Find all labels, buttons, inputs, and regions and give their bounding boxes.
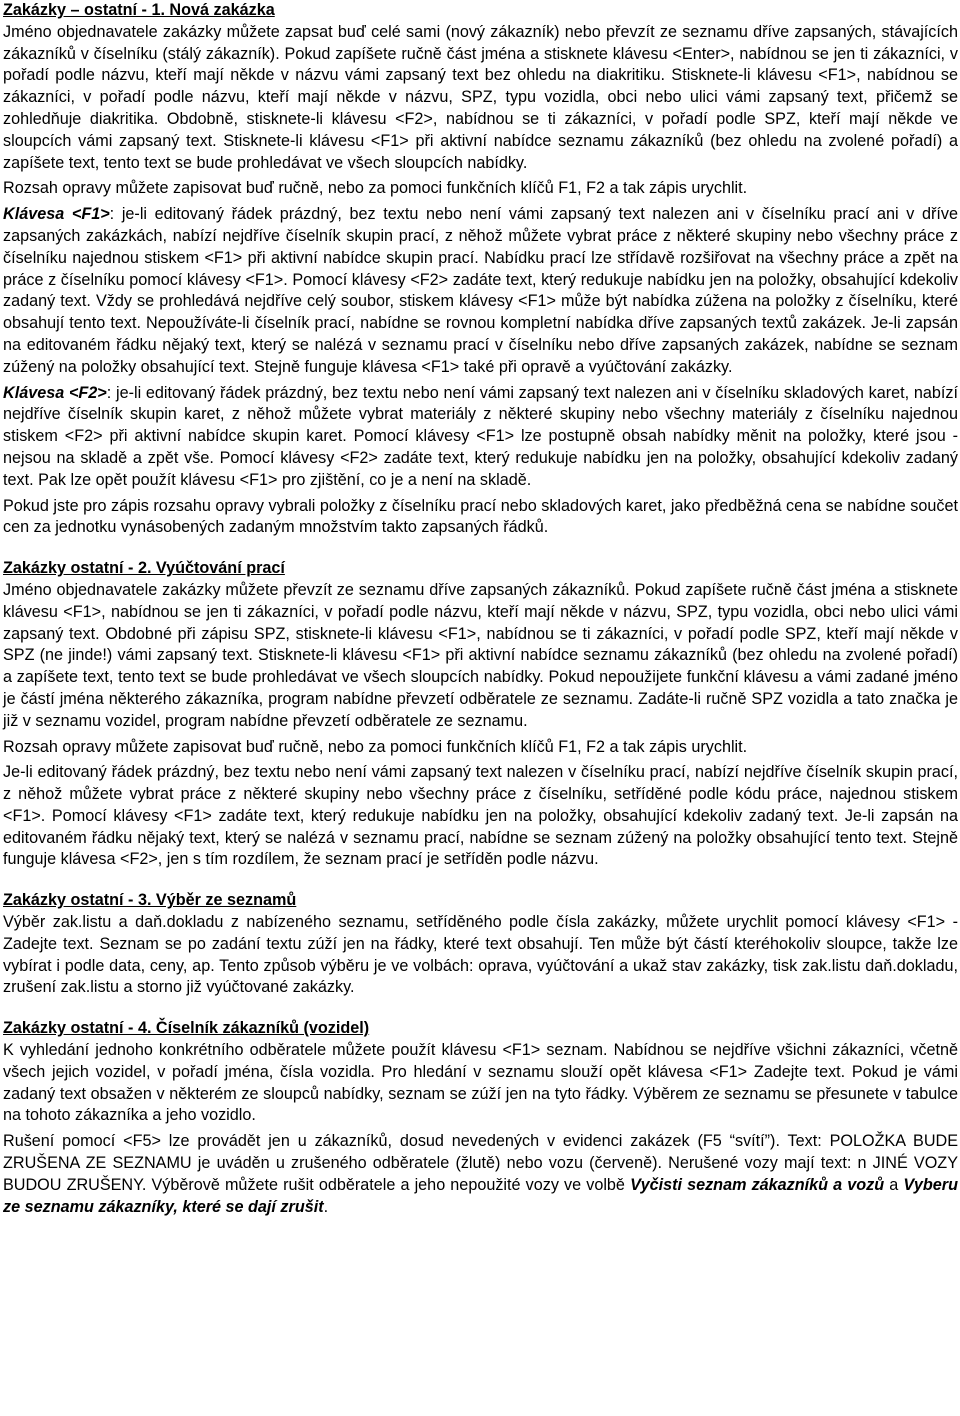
section-2-paragraph-2: Rozsah opravy můžete zapisovat buď ručně, nebo za pomoci funkčních klíčů F1, F2 a tak zápis urychlit. (3, 737, 748, 756)
f2-key-text: : je-li editovaný řádek prázdný, bez textu nebo není vámi zapsaný text nalezen ani v číselníku skladových karet, nabízí nejdříve číselník skupin karet, z něhož můžete vybrat materiály z některé skupiny nebo všechny materiály z číselníku najednou stiskem <F2> při aktivní nabídce skupin karet. Pomocí klávesy <F1> lze postupně obsah nabídky měnit na položky, které jsou - nejsou na skladě a zpět vše. Pomocí klávesy <F2> zadáte text, který redukuje nabídku jen na položky, obsahující kdekoliv zadaný text. Pak lze opět použít klávesu <F1> pro zjištění, co je a není na skladě. (3, 383, 958, 489)
section-1-paragraph-2: Rozsah opravy můžete zapisovat buď ručně, nebo za pomoci funkčních klíčů F1, F2 a tak zápis urychlit. (3, 179, 748, 198)
section-3-paragraph-1: Výběr zak.listu a daň.dokladu z nabízeného seznamu, setříděného podle čísla zakázky, můžete urychlit pomocí klávesy <F1> - Zadejte text. Seznam se po zadání textu zúží jen na řádky, které text obsahují. Ten může být částí kteréhokoliv sloupce, takže lze vybírat i podle data, ceny, ap. Tento způsob výběru je ve volbách: oprava, vyúčtování a ukaž stav zakázky, tisk zak.listu daň.dokladu, zrušení zak.listu a storno již vyúčtované zakázky. (3, 913, 958, 997)
section-1-paragraph-1: Jméno objednavatele zakázky můžete zapsat buď celé sami (nový zákazník) nebo převzít ze seznamu dříve zapsaných, stávajících zákazníků v číselníku (stálý zákazník). Pokud zapíšete ručně část jména a stisknete klávesu <Enter>, nabídnou se jen ti zákazníci, v pořadí podle názvu, kteří mají někde v názvu vámi zapsaný text bez ohledu na diakritiku. Stisknete-li klávesu <F1>, nabídnou se zákazníci, v pořadí podle názvu, kteří mají někde v názvu, SPZ, typu vozidla, obci nebo ulici vámi zapsaný text, přičemž se zohledňuje diakritika. Obdobně, stisknete-li klávesu <F2>, nabídnou se ti zákazníci, v pořadí podle SPZ, kteří mají někde ve sloupcích vámi zapsaný text. Stisknete-li klávesu <F1> při aktivní nabídce seznamu zákazníků (bez ohledu na zvolené pořadí) a zapíšete text, tento text se bude prohledávat ve všech sloupcích nabídky. (3, 22, 958, 172)
section-2-title: Zakázky ostatní - 2. Vyúčtování prací (3, 559, 285, 578)
f2-key-label: Klávesa <F2> (3, 383, 107, 402)
f1-key-label: Klávesa <F1> (3, 205, 110, 224)
section-3-title: Zakázky ostatní - 3. Výběr ze seznamů (3, 891, 297, 910)
section-2-paragraph-1: Jméno objednavatele zakázky můžete převzít ze seznamu dříve zapsaných zákazníků. Pokud zapíšete ručně část jména a stisknete klávesu <F1>, nabídnou se jen ti zákazníci, v pořadí podle názvu, kteří mají někde v názvu, SPZ, typu vozidla, obci nebo ulici vámi zapsaný text. Obdobné při zápisu SPZ, stisknete-li klávesu <F1>, nabídnou se ti zákazníci, v pořadí podle SPZ, kteří mají někde v SPZ (ne jinde!) vámi zapsaný text. Stisknete-li klávesu <F1> při aktivní nabídce seznamu zákazníků (bez ohledu na zvolené pořadí) a zapíšete text, tento text se bude prohledávat ve všech sloupcích nabídky. Pokud nepoužijete funkční klávesu a vámi zadané jméno je částí jména některého zákazníka, program nabídne převzetí odběratele ze seznamu. Zadáte-li ručně SPZ vozidla a tato značka je již v seznamu vozidel, program nabídne převzetí odběratele ze seznamu. (3, 580, 958, 730)
section-1-f2-paragraph (3, 383, 958, 492)
section-4-title: Zakázky ostatní - 4. Číselník zákazníků (vozidel) (3, 1019, 370, 1038)
section-4-paragraph-2 (3, 1131, 958, 1218)
section-1-f1-paragraph (3, 204, 958, 378)
section-1-title: Zakázky – ostatní - 1. Nová zakázka (3, 1, 275, 19)
section-4-paragraph-1: K vyhledání jednoho konkrétního odběratele můžete použít klávesu <F1> seznam. Nabídnou se nejdříve všichni zákazníci, včetně všech jejich vozidel, v pořadí jména, čísla vozidla. Pro hledání v seznamu slouží opět klávesa <F1> Zadejte text. Pokud je vámi zadaný text obsažen v některém ze sloupců nabídky, seznam se zúží jen na tyto řádky. Výběrem ze seznamu se přesunete v tabulce na tohoto zákazníka a jeho vozidlo. (3, 1041, 958, 1125)
section-4-text-end: . (323, 1197, 329, 1216)
option-select-deletable: Vyberu ze seznamu zákazníky, které se dají zrušit (3, 1175, 958, 1216)
section-4-text-before: Rušení pomocí <F5> lze provádět jen u zákazníků, dosud nevedených v evidenci zakázek (F5 “svítí”). Text: POLOŽKA BUDE ZRUŠENA ZE SEZNAMU je uváděn u zrušeného odběratele (žlutě) nebo vozu (červeně). Nerušené vozy mají text: n JINÉ VOZY BUDOU ZRUŠENY. Výběrově můžete rušit odběratele a jeho nepoužité vozy ve volbě (3, 1132, 958, 1194)
f1-key-text: : je-li editovaný řádek prázdný, bez textu nebo není vámi zapsaný text nalezen ani v číselníku prací ani v dříve zapsaných zakázkách, nabízí nejdříve číselník skupin prací, z něhož můžete vybrat práce z některé skupiny nebo všechny práce z číselníku najednou stiskem <F1> při aktivní nabídce skupin prací. Nabídku prací lze střídavě rozšiřovat na všechny práce a zpět na práce z číselníku pomocí klávesy <F1>. Pomocí klávesy <F2> zadáte text, který redukuje nabídku jen na položky, obsahující kdekoliv zadaný text. Vždy se prohledává nejdříve celý soubor, stiskem klávesy <F1> může být nabídka zúžena na položky z číselníku, které obsahují tento text. Nepoužíváte-li číselník prací, nabídne se rovnou kompletní nabídka dříve zapsaných textů zakázek. Je-li zapsán na editovaném řádku nějaký text, který se nalézá v seznamu prací v číselníku nebo dříve zapsaných zakázek, nabídne se seznam zúžený na položky obsahující text. Stejně funguje klávesa <F1> také při opravě a vyúčtování zakázky. (3, 205, 958, 376)
option-clean-list: Vyčisti seznam zákazníků a vozů (630, 1175, 885, 1194)
section-2-paragraph-3: Je-li editovaný řádek prázdný, bez textu nebo není vámi zapsaný text nalezen v číselníku prací, nabízí nejdříve číselník skupin prací, z něhož můžete vybrat práce z některé skupiny nebo všechny práce z číselníku, setříděné podle kódu práce, najednou stiskem <F1>. Pomocí klávesy <F1> zadáte text, který redukuje nabídku jen na položky, obsahující kdekoliv zadaný text. Je-li zapsán na editovaném řádku nějaký text, který se nalézá v seznamu prací, nabídne se seznam zúžený na položky obsahující tento text. Stejně funguje klávesa <F2>, jen s tím rozdílem, že seznam prací je setříděn podle názvu. (3, 763, 958, 869)
section-1-closing-paragraph: Pokud jste pro zápis rozsahu opravy vybrali položky z číselníku prací nebo skladových karet, jako předběžná cena se nabídne součet cen za jednotku vynásobených zadaným množstvím takto zapsaných řádků. (3, 496, 958, 537)
section-4-text-mid: a (884, 1175, 904, 1194)
